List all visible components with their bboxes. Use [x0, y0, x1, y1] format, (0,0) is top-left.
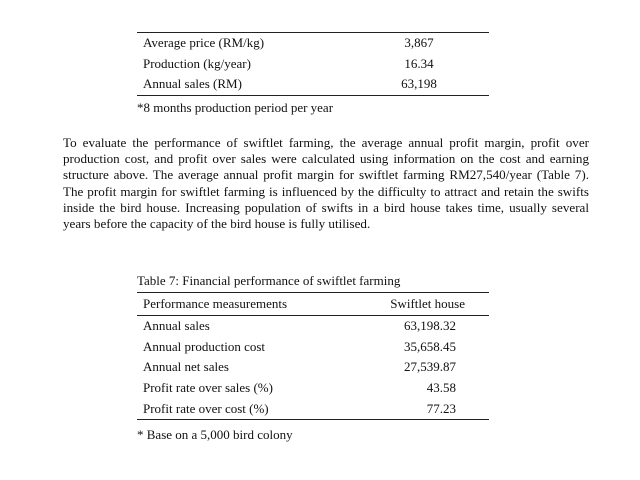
- table-row: [137, 398, 489, 419]
- row-label: Annual sales: [143, 318, 210, 334]
- row-label: Production (kg/year): [143, 55, 251, 71]
- row-label: Average price (RM/kg): [143, 35, 265, 51]
- table-note: * Base on a 5,000 bird colony: [137, 427, 293, 442]
- row-label: Annual production cost: [143, 338, 266, 354]
- summary-table-note: *8 months production period per year: [137, 100, 334, 115]
- row-label: Profit rate over cost (%): [143, 400, 269, 416]
- table-row: [137, 357, 489, 378]
- table-caption: Table 7: Financial performance of swiftlet farming: [137, 273, 401, 288]
- table-header-row: [137, 293, 489, 316]
- row-value: 43.58: [426, 380, 456, 396]
- body-paragraph: To evaluate the performance of swiftlet farming, the average annual profit margin, profit over production cost, and profit over sales were calculated using information on the cost and earning structure above. The average annual profit margin for swiftlet farming RM27,540/year (Table 7). The profit margin for swiftlet farming is influenced by the difficulty to attract and retain the swifts inside the bird house. Increasing population of swifts in a bird house takes time, usually several years before the capacity of the bird house is fully utilised.: [63, 135, 589, 232]
- row-value: 16.34: [404, 55, 434, 71]
- financial-performance-table: [137, 292, 489, 420]
- row-label: Profit rate over sales (%): [143, 380, 273, 396]
- row-value: 63,198.32: [404, 318, 456, 334]
- row-value: 77.23: [426, 400, 456, 416]
- column-header: Performance measurements: [137, 293, 349, 316]
- table-row: [137, 33, 489, 54]
- table-row: [137, 54, 489, 75]
- row-value: 35,658.45: [404, 338, 456, 354]
- row-label: Annual sales (RM): [143, 76, 242, 92]
- table-row: [137, 378, 489, 399]
- row-label: Annual net sales: [143, 359, 229, 375]
- summary-table: [137, 32, 489, 96]
- table-row: [137, 316, 489, 337]
- table-row: [137, 337, 489, 358]
- row-value: 27,539.87: [404, 359, 456, 375]
- column-header: Swiftlet house: [349, 293, 489, 316]
- row-value: 3,867: [404, 35, 434, 51]
- table-row: [137, 74, 489, 95]
- row-value: 63,198: [401, 76, 437, 92]
